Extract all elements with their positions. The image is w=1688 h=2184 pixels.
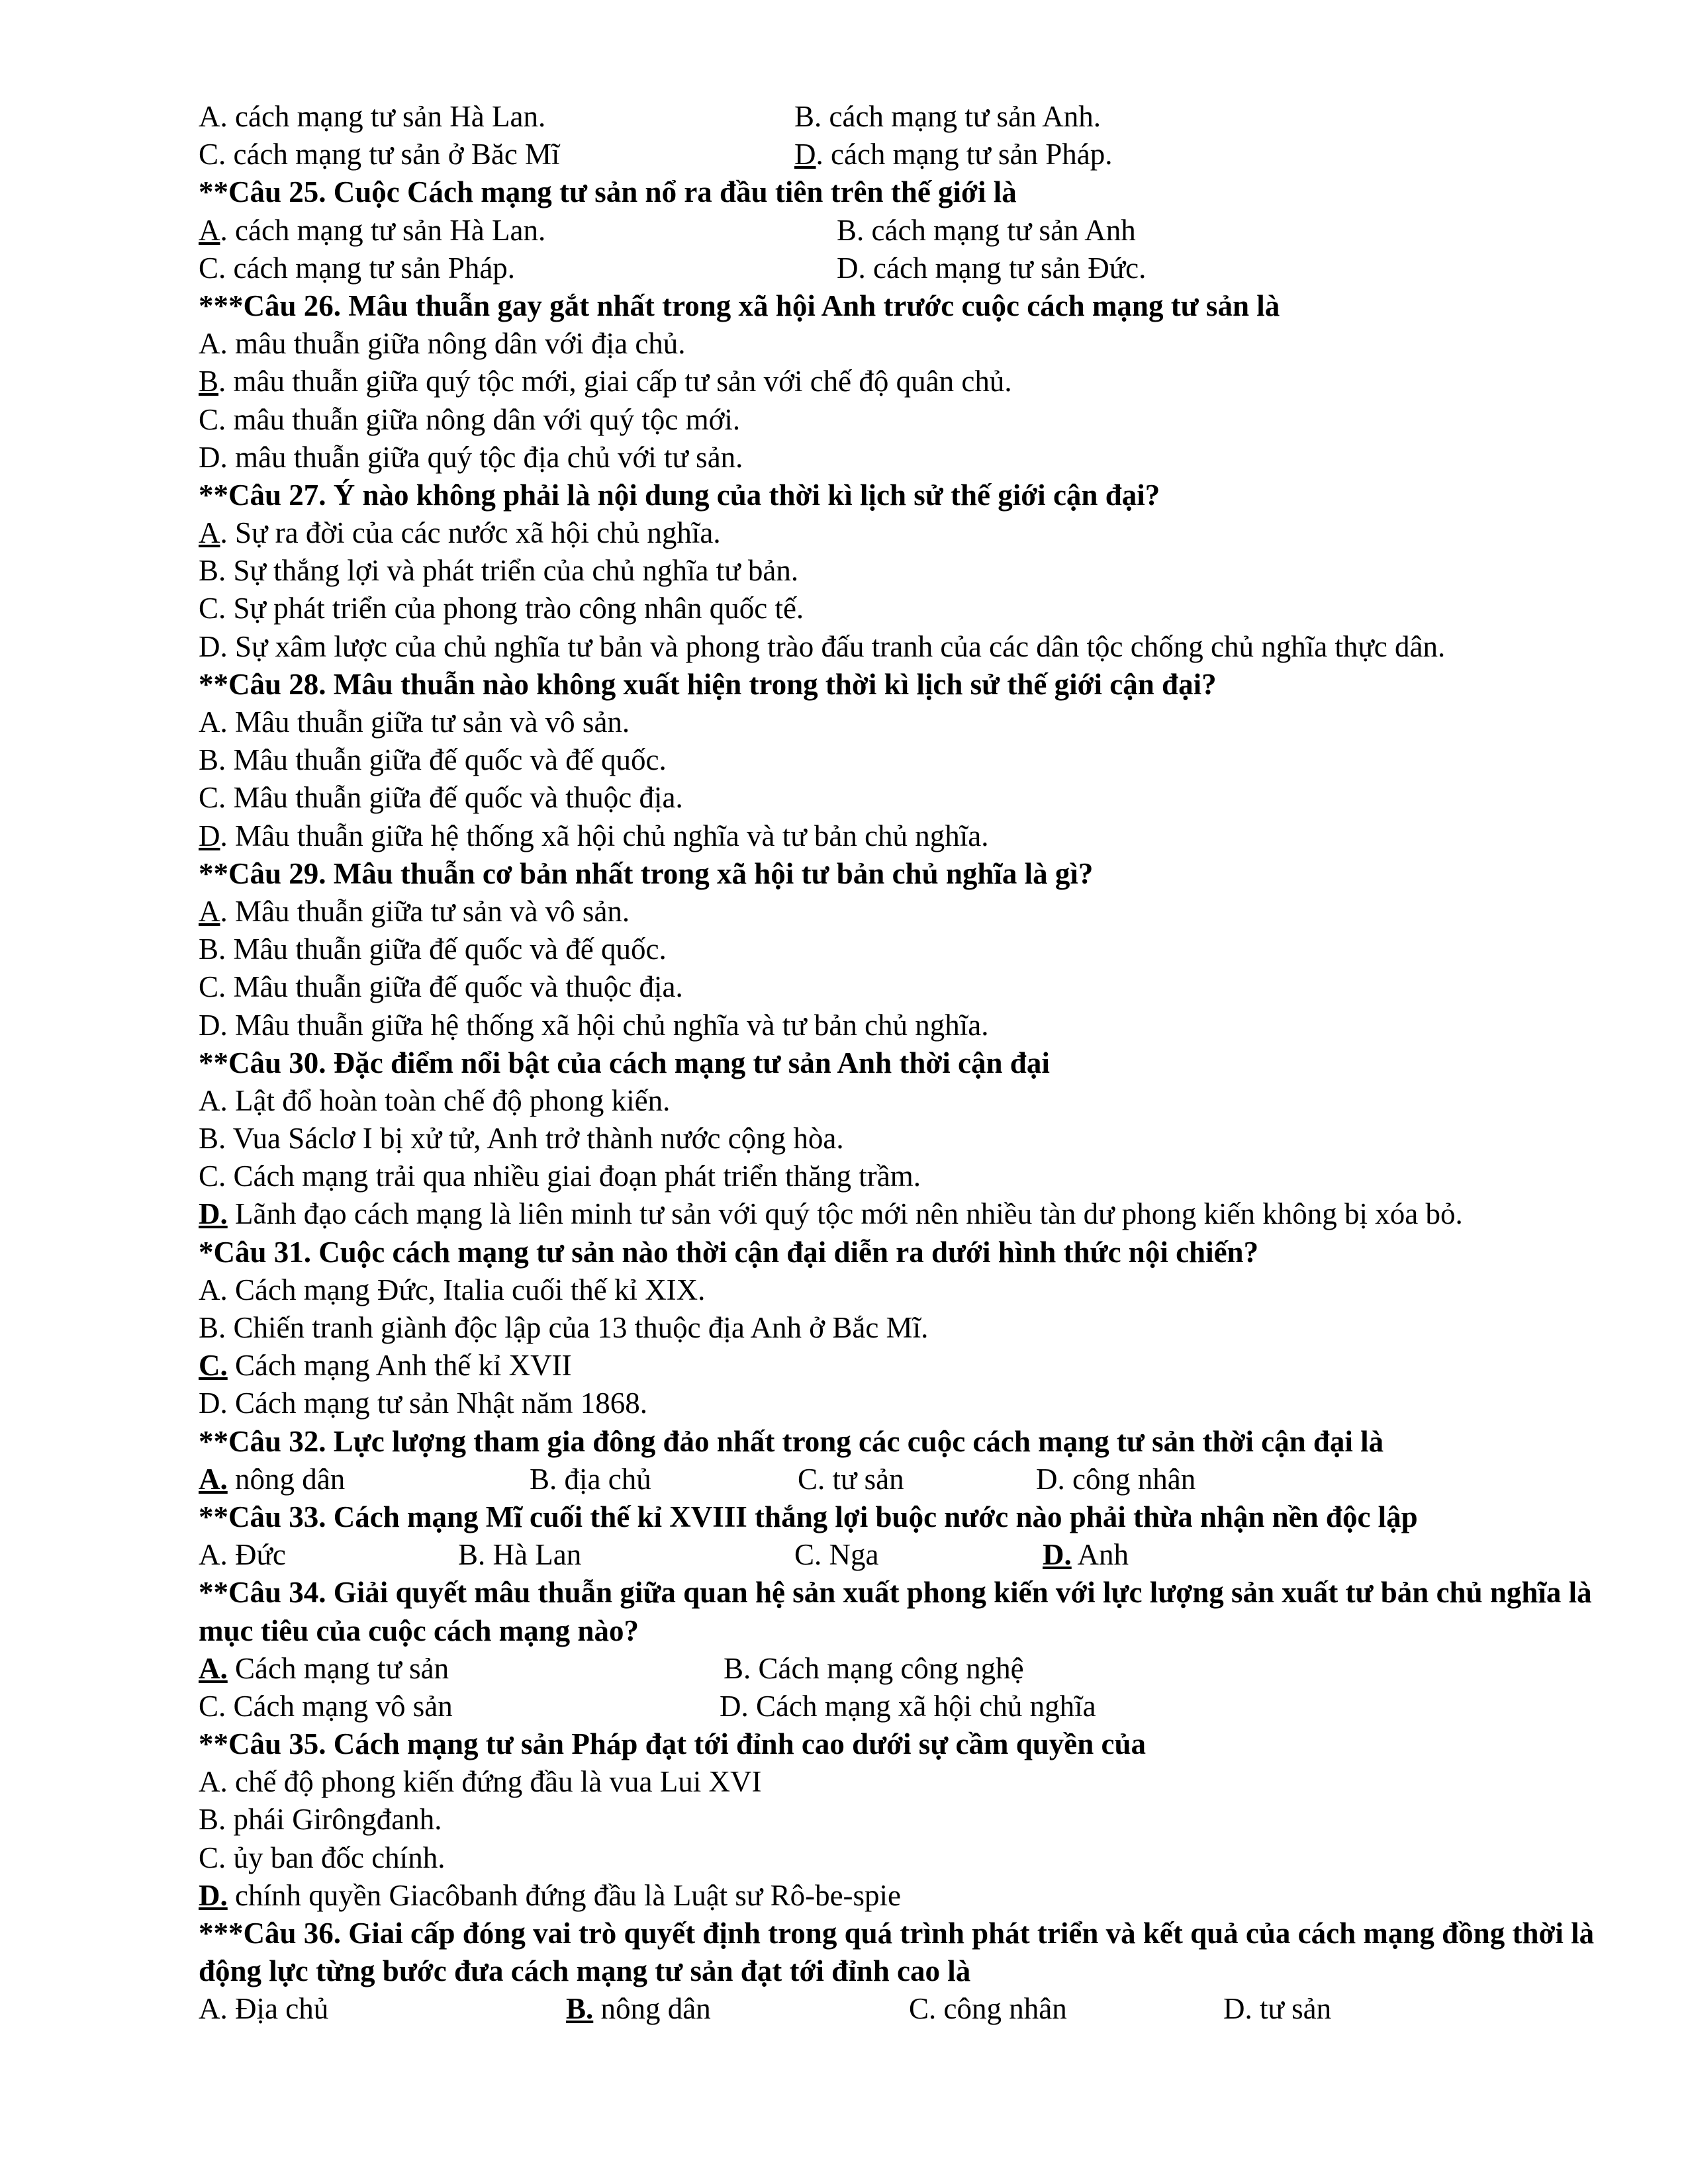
option [199,1538,286,1571]
option-letter: C [199,138,219,171]
option-letter: D [794,138,816,171]
answer-option [199,628,1609,666]
option-text: . cách mạng tư sản ở Băc Mĩ [218,138,560,171]
option-letter: B [530,1462,550,1496]
option-letter: B [199,1311,219,1345]
option-text: . công nhân [1057,1462,1196,1496]
answer-option [199,779,1609,817]
answer-option [199,704,1609,741]
option-text: . Cách mạng xã hội chủ nghĩa [741,1689,1096,1723]
answer-option [199,439,1609,477]
option [199,1879,901,1912]
option-text: . Mâu thuẫn giữa đế quốc và thuộc địa. [218,970,683,1004]
option [566,1990,711,2028]
option-right [720,1688,1096,1725]
option-text: . Đức [220,1538,286,1572]
option [199,516,721,549]
option-letter: C [199,1689,219,1723]
option-text: . Vua Sáclơ I bị xử tử, Anh trở thành nước cộng hòa. [218,1122,844,1156]
option [199,819,989,852]
question-line: ***Câu 36. Giai cấp đóng vai trò quyết định trong quá trình phát triển và kết quả của cách mạng đồng thời là động lực từng bước đưa cách mạng tư sản đạt tới đỉnh cao là [199,1917,1595,1988]
option [199,1463,345,1496]
option-text: . Sự xâm lược của chủ nghĩa tư bản và phong trào đấu tranh của các dân tộc chống chủ nghĩa thực dân. [220,629,1446,663]
option-left [199,1652,449,1685]
option [199,781,683,814]
answer-options-row [199,98,1609,136]
answer-option [199,968,1609,1006]
option [199,1197,1463,1230]
answer-option [199,1763,1609,1801]
option [199,933,667,966]
option-left [199,251,515,285]
option [199,1841,445,1874]
option-letter: A [199,1273,220,1306]
option-left [199,1690,453,1723]
option-text: . ủy ban đốc chính. [218,1841,445,1874]
option-letter: B [199,1803,219,1837]
question-line: **Câu 32. Lực lượng tham gia đông đảo nhất trong các cuộc cách mạng tư sản thời cận đại là [199,1424,1384,1458]
option-letter: B [199,933,219,966]
answer-option [199,1271,1609,1309]
option-text: . Mâu thuẫn giữa hệ thống xã hội chủ nghĩa và tư bản chủ nghĩa. [220,819,989,852]
option [199,895,630,928]
option [199,630,1445,663]
option-left [199,100,545,133]
option [1036,1461,1196,1498]
option-letter: C. [199,1349,228,1383]
option-letter: D. [199,1878,228,1912]
option-text: . địa chủ [549,1462,651,1496]
option-letter: A [199,1083,220,1117]
answer-option [199,893,1609,931]
option-text: . công nhân [929,1992,1067,2026]
answer-options-row [199,1650,1609,1688]
option-letter: B [199,1122,219,1156]
answer-option [199,514,1609,552]
option-letter: A [199,100,220,133]
option-text: . Cách mạng tư sản Nhật năm 1868. [220,1387,648,1420]
option-letter: D. [1043,1538,1072,1572]
answer-options-row [199,136,1609,173]
answer-options-row [199,1536,1609,1574]
option-letter: A [199,1992,220,2026]
option [199,743,667,776]
option [1043,1536,1129,1574]
option-text: nông dân [593,1992,711,2026]
option [199,1349,572,1382]
option [199,365,1012,398]
option [794,1536,879,1574]
option-text: . Sự phát triển của phong trào công nhân quốc tế. [218,592,804,625]
answer-option [199,817,1609,855]
answer-option [199,741,1609,779]
option [199,1122,844,1155]
option-letter: A [199,894,220,928]
option-text: Cách mạng Anh thế kỉ XVII [227,1349,572,1383]
option-right [837,212,1136,250]
option-text: . Mâu thuẫn giữa hệ thống xã hội chủ nghĩa và tư bản chủ nghĩa. [220,1008,989,1042]
option-left [199,214,545,247]
answer-option [199,1347,1609,1385]
answer-option [199,1877,1609,1915]
option-text: . mâu thuẫn giữa quý tộc mới, giai cấp tư sản với chế độ quân chủ. [218,365,1012,398]
option-letter: D [720,1689,741,1723]
option-text: . Cách mạng Đức, Italia cuối thế kỉ XIX. [220,1273,706,1306]
answer-option [199,1007,1609,1044]
option [458,1536,581,1574]
option-letter: C [909,1992,929,2026]
answer-options-row [199,212,1609,250]
option-text: Anh [1071,1538,1129,1572]
option-letter: A. [199,1651,228,1685]
option-text: . cách mạng tư sản Đức. [858,251,1147,285]
option-letter: D [199,629,220,663]
option-letter: D [1036,1462,1058,1496]
option-right [794,98,1101,136]
option-letter: C [199,781,219,815]
option-letter: B [458,1538,479,1572]
answer-option [199,1120,1609,1158]
option-letter: B. [566,1992,594,2026]
option-text: . Mâu thuẫn giữa đế quốc và thuộc địa. [218,781,683,815]
answer-options-row [199,250,1609,287]
answer-option [199,1309,1609,1347]
option-text: . mâu thuẫn giữa quý tộc địa chủ với tư sản. [220,440,743,474]
option [199,1160,921,1193]
answer-option [199,931,1609,968]
option-letter: B [724,1651,744,1685]
option-text: . Nga [814,1538,879,1572]
option [199,1992,328,2025]
option [199,705,630,739]
option-letter: D [199,1387,220,1420]
answer-options-row [199,1688,1609,1725]
option [199,1765,761,1798]
answer-options-row [199,1990,1609,2028]
option-text: . chế độ phong kiến đứng đầu là vua Lui XVI [220,1765,762,1799]
option-text: Lãnh đạo cách mạng là liên minh tư sản với quý tộc mới nên nhiều tàn dư phong kiến không bị xóa bỏ. [227,1197,1463,1231]
option-letter: A [199,1765,220,1799]
question-line: **Câu 29. Mâu thuẫn cơ bản nhất trong xã hội tư bản chủ nghĩa là gì? [199,856,1094,890]
answer-options-row [199,1461,1609,1498]
option-letter: B [199,554,219,588]
option-text: . Cách mạng vô sản [218,1689,453,1723]
option-right [794,136,1113,173]
question-line: **Câu 27. Ý nào không phải là nội dung của thời kì lịch sử thế giới cận đại? [199,478,1160,512]
option [1223,1990,1331,2028]
option-text: . cách mạng tư sản Anh. [814,100,1102,133]
option-letter: A [199,516,220,550]
option-text: . Mâu thuẫn giữa đế quốc và đế quốc. [218,933,667,966]
option-text: . mâu thuẫn giữa nông dân với địa chủ. [220,327,686,361]
option-text: nông dân [227,1462,346,1496]
option-text: . cách mạng tư sản Pháp. [816,138,1113,171]
option-left [199,138,560,171]
option-letter: A [199,705,220,739]
answer-option [199,1801,1609,1839]
option-letter: C [199,251,219,285]
option-letter: C [798,1462,818,1496]
option-text: . Mâu thuẫn giữa đế quốc và đế quốc. [218,743,667,777]
question-line: **Câu 30. Đặc điểm nổi bật của cách mạng tư sản Anh thời cận đại [199,1046,1050,1079]
question-line: *Câu 31. Cuộc cách mạng tư sản nào thời cận đại diễn ra dưới hình thức nội chiến? [199,1235,1259,1269]
answer-option [199,1195,1609,1233]
option [199,1803,442,1836]
answer-option [199,590,1609,627]
option [199,554,798,587]
option-letter: B [199,743,219,777]
option-letter: A [199,213,220,247]
option-letter: B [837,213,857,247]
option [199,327,686,360]
option-letter: D [1223,1992,1245,2026]
option-text: . cách mạng tư sản Pháp. [218,251,516,285]
option [199,1387,647,1420]
option-text: . phái Girôngđanh. [218,1803,442,1837]
option [199,441,743,474]
option-right [837,250,1146,287]
question-line: **Câu 35. Cách mạng tư sản Pháp đạt tới đỉnh cao dưới sự cầm quyền của [199,1727,1147,1761]
answer-option [199,401,1609,439]
option-letter: C [199,1160,219,1193]
option-letter: D [199,819,220,852]
option-text: . tư sản [818,1462,904,1496]
question-line: ***Câu 26. Mâu thuẫn gay gắt nhất trong xã hội Anh trước cuộc cách mạng tư sản là [199,289,1280,322]
option-letter: D. [199,1197,228,1231]
option-text: . Địa chủ [220,1992,329,2026]
option [199,1084,670,1117]
option [199,403,740,436]
question-line: **Câu 28. Mâu thuẫn nào không xuất hiện trong thời kì lịch sử thế giới cận đại? [199,667,1217,701]
exam-page [199,98,1609,2028]
option-text: . Hà Lan [478,1538,582,1572]
option-text: . Chiến tranh giành độc lập của 13 thuộc địa Anh ở Bắc Mĩ. [218,1311,929,1345]
option-letter: D [199,440,220,474]
option [199,1311,928,1344]
option-right [724,1650,1024,1688]
option [199,1009,989,1042]
option-text: . mâu thuẫn giữa nông dân với quý tộc mới. [218,402,741,436]
option-letter: A [199,1538,220,1572]
question-line: **Câu 33. Cách mạng Mĩ cuối thế kỉ XVIII thắng lợi buộc nước nào phải thừa nhận nền độc lập [199,1500,1418,1533]
option-text: . cách mạng tư sản Hà Lan. [220,100,546,133]
option [199,970,683,1003]
option-text: Cách mạng tư sản [227,1651,449,1685]
answer-option [199,363,1609,400]
option-letter: A. [199,1462,228,1496]
option-text: . Sự thắng lợi và phát triển của chủ nghĩa tư bản. [218,554,799,588]
answer-option [199,1158,1609,1195]
option-text: chính quyền Giacôbanh đứng đầu là Luật sư Rô-be-spie [227,1878,902,1912]
option-text: . cách mạng tư sản Hà Lan. [220,213,546,247]
option-text: . tư sản [1244,1992,1332,2026]
answer-option [199,1839,1609,1877]
option-letter: D [199,1008,220,1042]
question-line: **Câu 34. Giải quyết mâu thuẫn giữa quan hệ sản xuất phong kiến với lực lượng sản xuất tư bản chủ nghĩa là mục tiêu của cuộc cách mạng nào? [199,1576,1592,1647]
option-text: . Mâu thuẫn giữa tư sản và vô sản. [220,894,630,928]
option-text: . Lật đổ hoàn toàn chế độ phong kiến. [220,1083,671,1117]
option-text: . Cách mạng trải qua nhiều giai đoạn phát triển thăng trầm. [218,1160,921,1193]
option-letter: C [199,402,219,436]
option [798,1461,904,1498]
option-letter: C [199,1841,219,1874]
option [199,1273,705,1306]
option-letter: C [199,592,219,625]
option-letter: C [794,1538,815,1572]
answer-option [199,552,1609,590]
option [199,592,804,625]
option-letter: C [199,970,219,1004]
option-letter: D [837,251,859,285]
option-text: . Cách mạng công nghệ [743,1651,1024,1685]
option-text: . Mâu thuẫn giữa tư sản và vô sản. [220,705,630,739]
answer-option [199,1082,1609,1120]
option-letter: B [199,365,219,398]
option [530,1461,651,1498]
option-text: . Sự ra đời của các nước xã hội chủ nghĩa. [220,516,721,550]
answer-option [199,1385,1609,1422]
option [909,1990,1067,2028]
option-text: . cách mạng tư sản Anh [857,213,1136,247]
answer-option [199,325,1609,363]
option-letter: A [199,327,220,361]
question-line: **Câu 25. Cuộc Cách mạng tư sản nổ ra đầu tiên trên thế giới là [199,175,1017,209]
option-letter: B [794,100,815,133]
